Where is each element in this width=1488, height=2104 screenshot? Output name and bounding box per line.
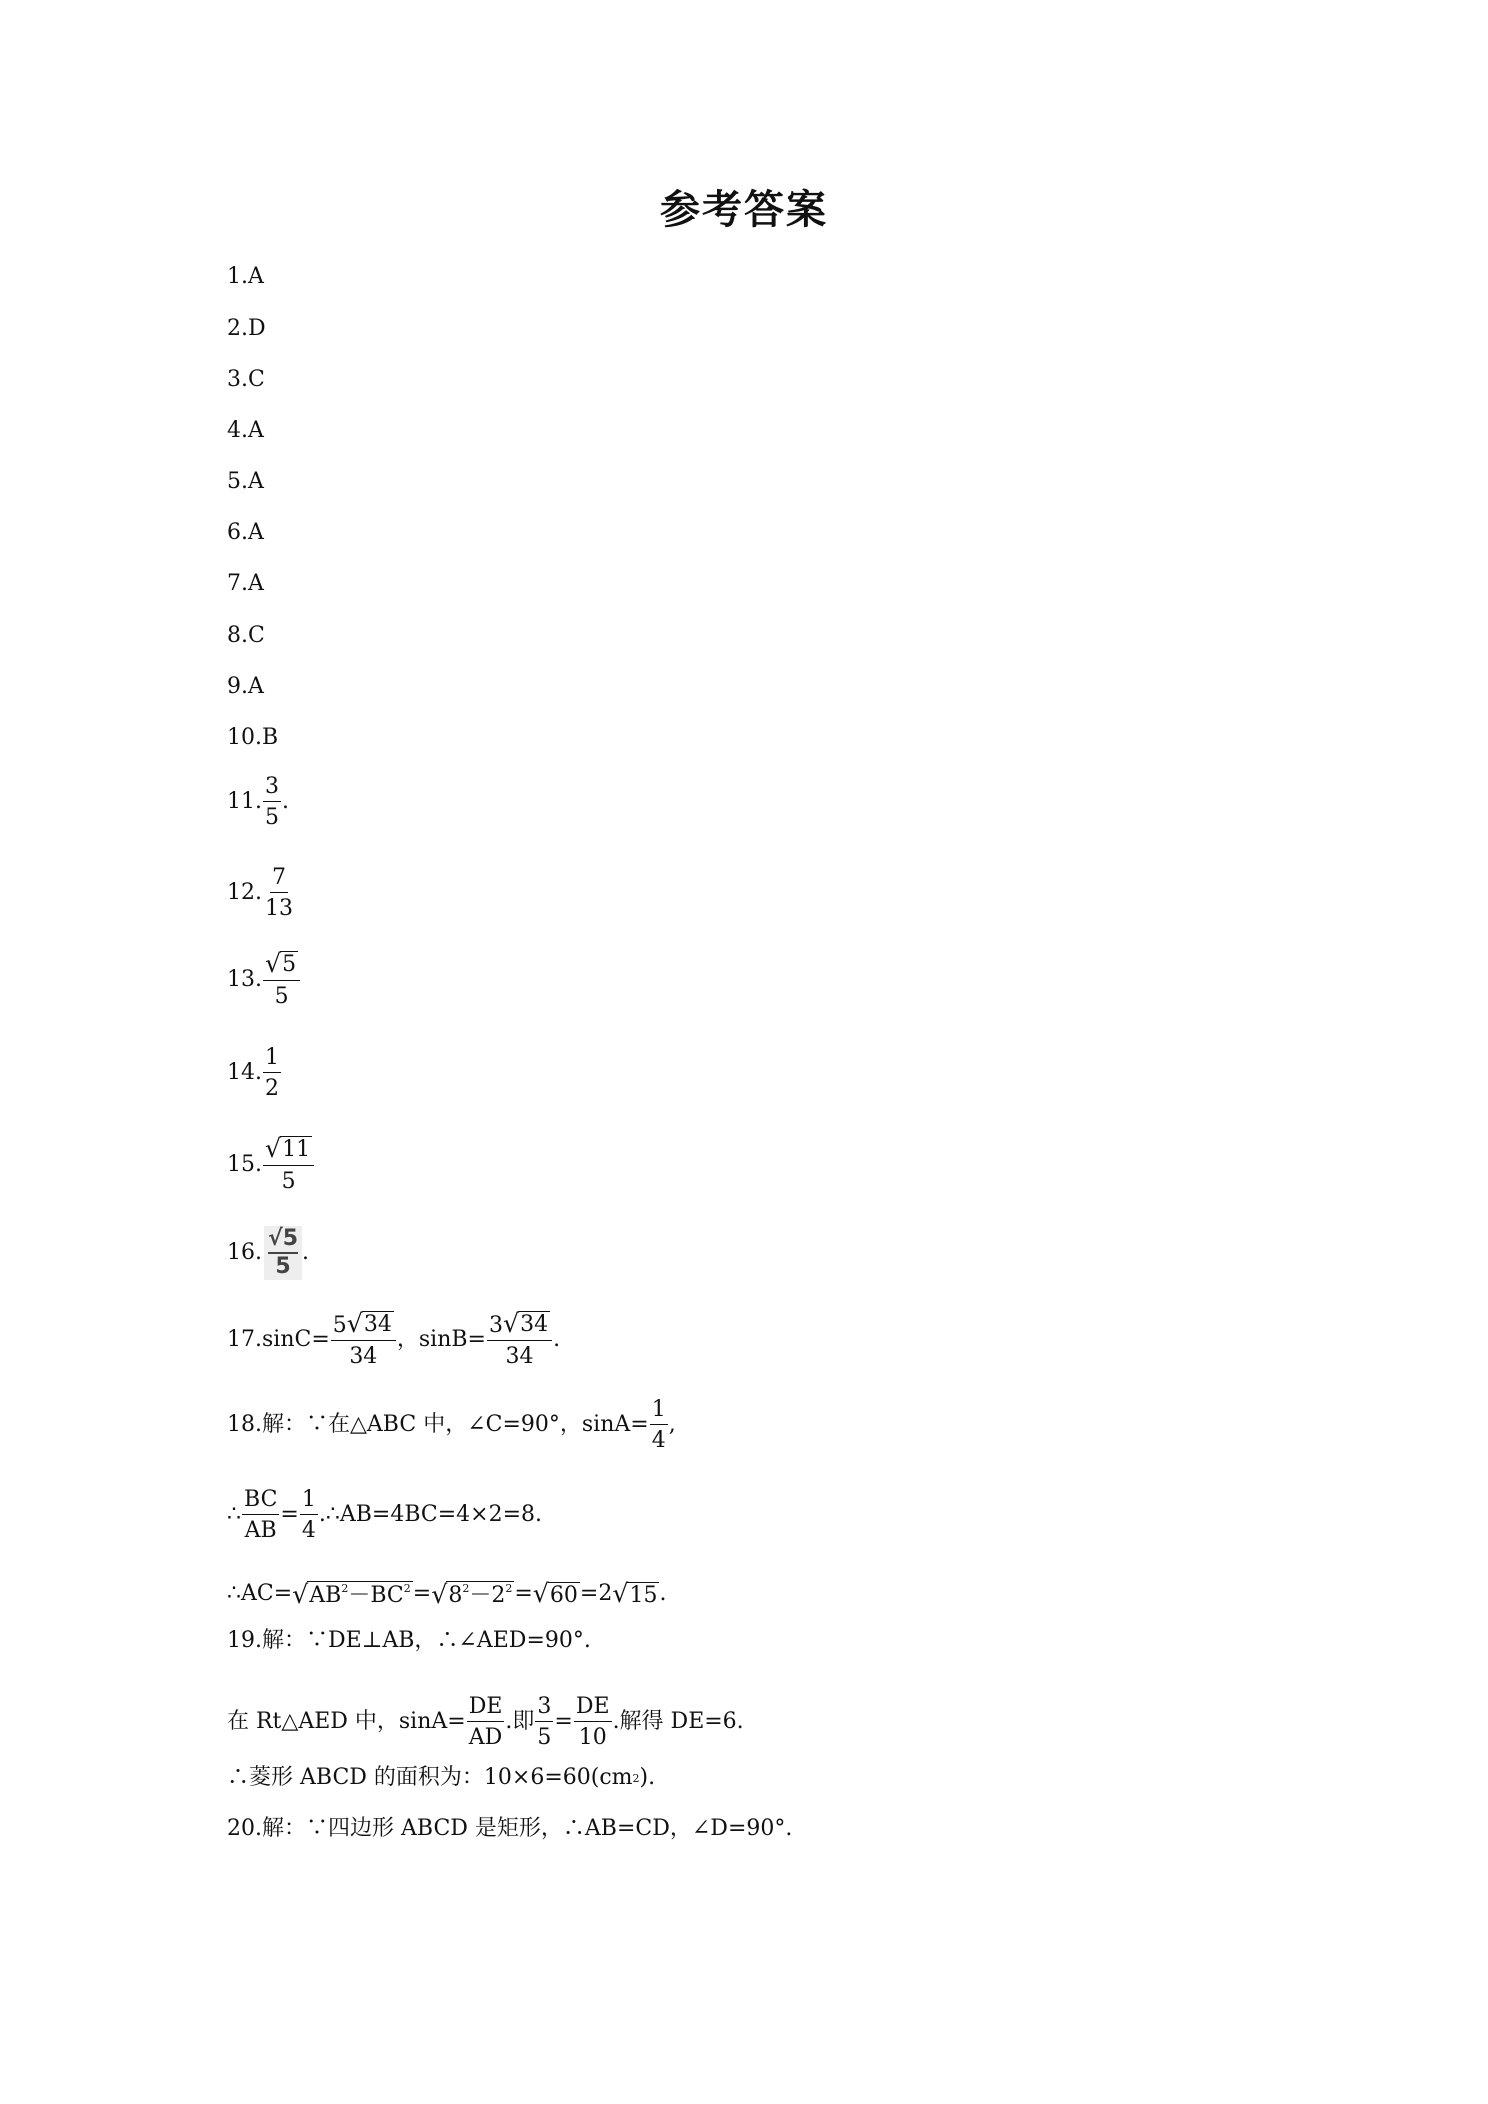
answer-13 xyxy=(227,951,301,1008)
therefore-symbol: ∴ xyxy=(227,1502,241,1528)
text: .解得 DE=6. xyxy=(612,1709,744,1735)
answer-2: 2.D xyxy=(227,316,266,341)
denominator: 10 xyxy=(578,1725,607,1751)
text: ∴菱形 ABCD 的面积为：10×6=60(cm xyxy=(227,1765,633,1790)
answer-14-label: 14. xyxy=(227,1060,262,1086)
numerator: 7 xyxy=(270,866,288,893)
sqrt: √ $AB^2-BC^2$ xyxy=(292,1579,411,1609)
denominator: 5 xyxy=(274,984,289,1010)
answer-9: 9.A xyxy=(227,674,264,699)
answer-15-label: 15. xyxy=(227,1151,262,1177)
answer-11-label: 11. xyxy=(227,789,262,815)
answer-3: 3.C xyxy=(227,367,265,392)
fraction xyxy=(574,1695,612,1749)
answer-19-line-1 xyxy=(227,1630,591,1652)
sqrt: √ 34 xyxy=(502,1309,549,1338)
sqrt: √ 11 xyxy=(265,1134,311,1163)
denominator: 4 xyxy=(301,1518,316,1544)
answer-6: 6.A xyxy=(227,520,264,545)
coefficient: 3 xyxy=(488,1313,503,1338)
denominator: 34 xyxy=(349,1344,378,1370)
radicand: $AB^2-BC^2$ xyxy=(309,1582,411,1608)
text: .即 xyxy=(505,1709,535,1735)
answer-4: 4.A xyxy=(227,418,264,443)
denominator: AD xyxy=(468,1725,503,1751)
fraction xyxy=(263,1136,314,1193)
fraction xyxy=(263,775,281,829)
superscript: 2 xyxy=(632,1771,640,1785)
equals: = xyxy=(514,1580,533,1606)
fraction xyxy=(263,1046,281,1100)
denominator: AB xyxy=(244,1518,277,1544)
radicand: $8^2-2^2$ xyxy=(448,1582,513,1608)
answer-14 xyxy=(227,1046,282,1100)
denominator: 5 xyxy=(275,1254,291,1279)
numerator: 1 xyxy=(300,1488,318,1515)
answer-8: 8.C xyxy=(227,623,265,648)
coefficient: 5 xyxy=(332,1313,347,1338)
text: 在 Rt△AED 中，sinA= xyxy=(227,1709,466,1735)
numerator: 3 xyxy=(263,775,281,802)
radicand: 5 xyxy=(282,1226,298,1251)
radicand: 15 xyxy=(629,1582,658,1608)
sqrt: √ 5 xyxy=(265,949,297,978)
answer-12 xyxy=(227,866,296,920)
radicand: 34 xyxy=(520,1312,549,1338)
fraction-sinb xyxy=(487,1311,552,1368)
punct: . xyxy=(282,789,289,815)
denominator: 34 xyxy=(505,1344,534,1370)
fraction xyxy=(650,1398,668,1452)
denominator: 5 xyxy=(265,805,279,831)
equals: =2 xyxy=(579,1580,613,1606)
numerator xyxy=(263,951,300,981)
numerator: √5 xyxy=(268,1228,298,1254)
text: ∴AC= xyxy=(227,1580,293,1606)
answer-11 xyxy=(227,775,289,829)
sqrt: √ 60 xyxy=(532,1579,578,1609)
equals: = xyxy=(554,1709,573,1735)
fraction-sinc xyxy=(331,1311,396,1368)
fraction-image xyxy=(264,1226,302,1280)
text: .∴AB=4BC=4×2=8. xyxy=(318,1502,543,1528)
answer-13-label: 13. xyxy=(227,966,262,992)
answer-15 xyxy=(227,1136,315,1193)
numerator xyxy=(263,1136,314,1166)
text: ). xyxy=(639,1765,656,1790)
answer-7: 7.A xyxy=(227,571,264,596)
radicand: 11 xyxy=(282,1137,311,1163)
sqrt: √ 15 xyxy=(612,1579,658,1609)
denominator: 13 xyxy=(265,896,293,922)
fraction xyxy=(263,866,295,920)
punct: . xyxy=(302,1240,309,1265)
answer-5: 5.A xyxy=(227,469,264,494)
fraction xyxy=(300,1488,318,1542)
answer-18-line-1 xyxy=(227,1398,676,1452)
fraction xyxy=(242,1488,279,1542)
text: 18.解：∵在△ABC 中，∠C=90°，sinA= xyxy=(227,1412,649,1438)
answer-17 xyxy=(227,1311,560,1368)
answer-20-line-1 xyxy=(227,1818,792,1840)
answer-19-line-2 xyxy=(227,1695,744,1749)
sqrt: √ 34 xyxy=(346,1309,392,1338)
fraction xyxy=(467,1695,505,1749)
text: 19.解：∵DE⊥AB，∴∠AED=90°. xyxy=(227,1628,591,1653)
fraction xyxy=(535,1695,553,1749)
equals: = xyxy=(412,1580,432,1606)
denominator: 5 xyxy=(281,1169,296,1195)
numerator: 3 xyxy=(535,1695,553,1722)
page-title: 参考答案 xyxy=(660,187,828,233)
equals: = xyxy=(280,1502,299,1528)
punct: . xyxy=(659,1580,667,1606)
text: 20.解：∵四边形 ABCD 是矩形，∴AB=CD，∠D=90°. xyxy=(227,1816,793,1841)
punct: , xyxy=(668,1412,676,1438)
text: ，sinB= xyxy=(396,1326,486,1352)
numerator: BC xyxy=(242,1488,279,1515)
answer-19-line-3 xyxy=(227,1767,655,1789)
sqrt: √ $8^2-2^2$ xyxy=(431,1579,513,1609)
answer-18-line-3 xyxy=(227,1581,666,1607)
denominator: 5 xyxy=(537,1725,552,1751)
numerator: DE xyxy=(467,1695,505,1722)
punct: . xyxy=(553,1326,561,1352)
answer-17-label: 17.sinC= xyxy=(227,1326,330,1352)
answer-10: 10.B xyxy=(227,725,279,750)
radicand: 60 xyxy=(549,1582,578,1608)
numerator xyxy=(487,1311,552,1341)
denominator: 2 xyxy=(265,1076,279,1102)
answer-16-label: 16. xyxy=(227,1240,262,1265)
numerator: 1 xyxy=(263,1046,281,1073)
fraction xyxy=(263,951,300,1008)
radicand: 5 xyxy=(282,952,297,978)
answer-16 xyxy=(227,1226,309,1280)
answer-1: 1.A xyxy=(227,264,264,289)
numerator xyxy=(331,1311,396,1341)
numerator: DE xyxy=(574,1695,612,1722)
answer-12-label: 12. xyxy=(227,880,262,906)
answer-18-line-2 xyxy=(227,1488,542,1542)
denominator: 4 xyxy=(651,1428,666,1454)
numerator: 1 xyxy=(650,1398,668,1425)
radicand: 34 xyxy=(363,1312,392,1338)
